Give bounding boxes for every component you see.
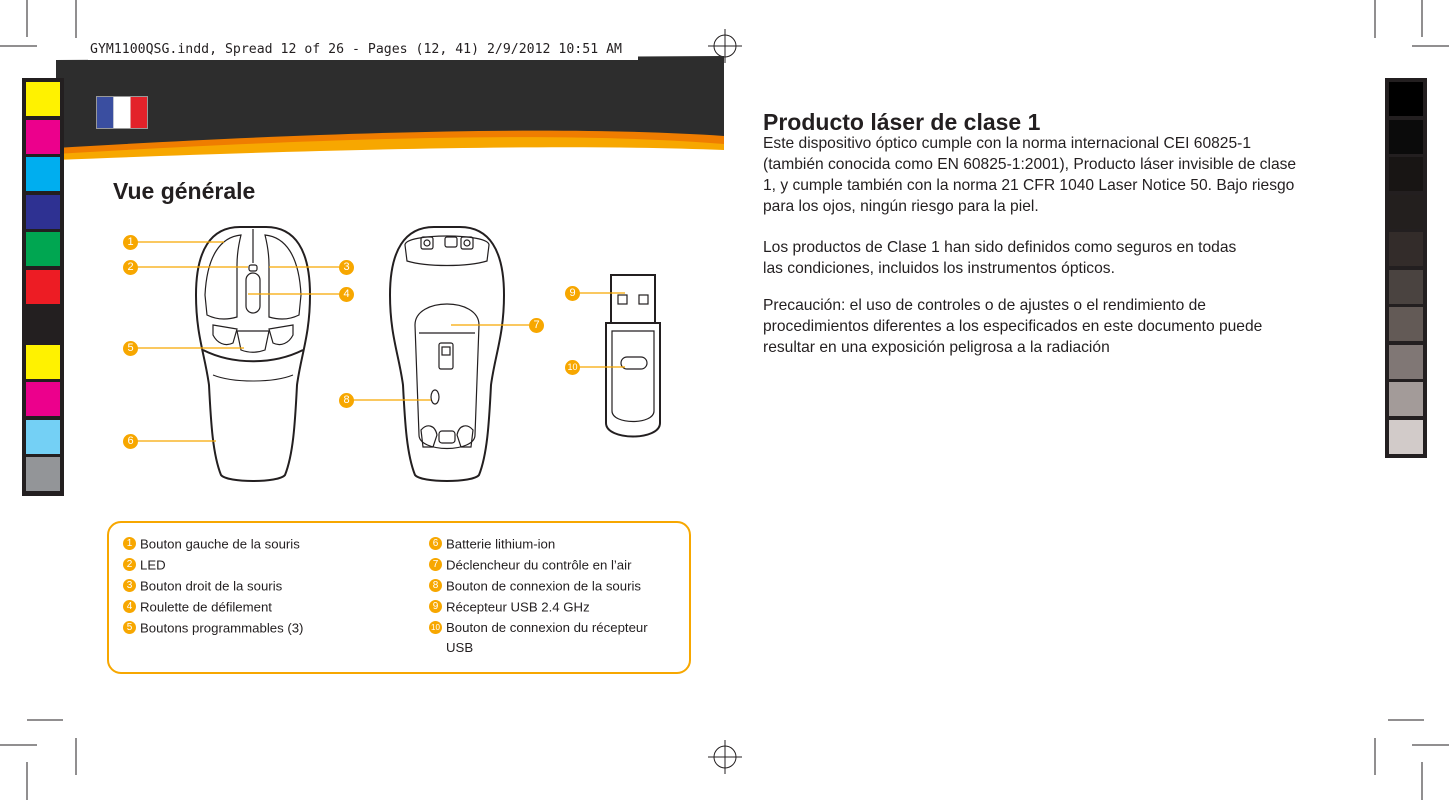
legend-item: 1 Bouton gauche de la souris <box>123 534 300 555</box>
color-swatch <box>26 382 60 416</box>
right-gray-bar <box>1385 78 1427 458</box>
callout-6: 6 <box>123 434 138 449</box>
legend-item: 6 Batterie lithium-ion <box>429 534 555 555</box>
gray-swatch <box>1389 120 1423 154</box>
callout-3: 3 <box>339 260 354 275</box>
color-swatch <box>26 457 60 491</box>
color-swatch <box>26 157 60 191</box>
gray-swatch <box>1389 345 1423 379</box>
gray-swatch <box>1389 195 1423 229</box>
color-swatch <box>26 420 60 454</box>
legend-item: 3 Bouton droit de la souris <box>123 576 282 597</box>
laser-caution-text: Precaución: el uso de controles o de ajustes o el rendimiento de procedimientos diferentes a los especificados en este documento puede resultar en una exposición peligrosa a la radiación <box>763 297 1263 356</box>
legend-item: 8 Bouton de connexion de la souris <box>429 576 641 597</box>
callout-leaders <box>120 230 720 460</box>
color-swatch <box>26 82 60 116</box>
color-swatch <box>26 120 60 154</box>
callout-8: 8 <box>339 393 354 408</box>
gray-swatch <box>1389 270 1423 304</box>
color-swatch <box>26 345 60 379</box>
gray-swatch <box>1389 382 1423 416</box>
file-slug: GYM1100QSG.indd, Spread 12 of 26 - Pages (12, 41) 2/9/2012 10:51 AM <box>88 40 638 60</box>
callout-1: 1 <box>123 235 138 250</box>
legend-item: 5 Boutons programmables (3) <box>123 618 303 639</box>
section-title-laser: Producto láser de clase 1 <box>763 109 1041 135</box>
color-swatch <box>26 270 60 304</box>
legend-item: 2 LED <box>123 555 166 576</box>
gray-swatch <box>1389 82 1423 116</box>
color-swatch <box>26 307 60 341</box>
laser-safety-text: Los productos de Clase 1 han sido definidos como seguros en todas las condiciones, incluidos los instrumentos ópticos. <box>763 239 1237 277</box>
legend-item: 10 Bouton de connexion du récepteur USB <box>429 618 679 658</box>
callout-5: 5 <box>123 341 138 356</box>
callout-4: 4 <box>339 287 354 302</box>
callout-10: 10 <box>565 360 580 375</box>
callout-9: 9 <box>565 286 580 301</box>
gray-swatch <box>1389 232 1423 266</box>
gray-swatch <box>1389 420 1423 454</box>
section-title-overview: Vue générale <box>113 178 256 204</box>
header-banner <box>56 50 736 160</box>
gray-swatch <box>1389 157 1423 191</box>
legend-item: 7 Déclencheur du contrôle en l’air <box>429 555 631 576</box>
color-swatch <box>26 232 60 266</box>
left-color-bar <box>22 78 64 496</box>
laser-compliance-text: Este dispositivo óptico cumple con la norma internacional CEI 60825-1 (también conocida como EN 60825-1:2001), Producto láser invisible de clase 1, y cumple también con la norma 21 CFR 1040 Laser Notice 50. Bajo riesgo para los ojos, ningún riesgo para la piel. <box>763 135 1297 215</box>
callout-7: 7 <box>529 318 544 333</box>
legend-item: 9 Récepteur USB 2.4 GHz <box>429 597 590 618</box>
legend-item: 4 Roulette de défilement <box>123 597 272 618</box>
color-swatch <box>26 195 60 229</box>
gray-swatch <box>1389 307 1423 341</box>
french-flag-icon <box>96 96 148 129</box>
callout-2: 2 <box>123 260 138 275</box>
